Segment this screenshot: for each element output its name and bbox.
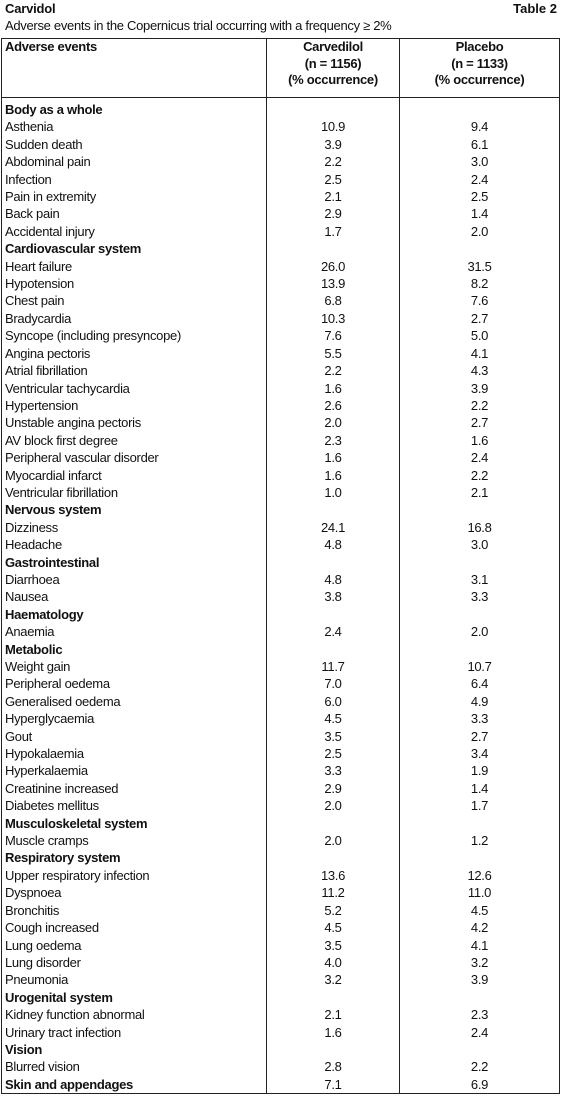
table-row xyxy=(2,693,560,710)
carvedilol-value: 2.0 xyxy=(267,832,400,849)
column-header-carvedilol xyxy=(267,39,400,98)
table-row xyxy=(2,728,560,745)
event-name: Syncope (including presyncope) xyxy=(2,327,267,344)
event-name: Heart failure xyxy=(2,258,267,275)
carvedilol-header-line: Carvedilol xyxy=(303,39,363,54)
event-name: Kidney function abnormal xyxy=(2,1006,267,1023)
event-name: Peripheral oedema xyxy=(2,675,267,692)
placebo-value: 2.2 xyxy=(400,467,560,484)
placebo-value: 4.1 xyxy=(400,937,560,954)
drug-name: Carvidol xyxy=(5,1,56,16)
table-row xyxy=(2,153,560,170)
placebo-value xyxy=(400,641,560,658)
event-name: Gout xyxy=(2,728,267,745)
placebo-value xyxy=(400,815,560,832)
placebo-value: 6.9 xyxy=(400,1076,560,1094)
placebo-value: 2.4 xyxy=(400,1024,560,1041)
section-heading: Skin and appendages xyxy=(2,1076,267,1094)
placebo-value xyxy=(400,606,560,623)
table-row xyxy=(2,432,560,449)
carvedilol-value: 13.9 xyxy=(267,275,400,292)
section-heading: Vision xyxy=(2,1041,267,1058)
placebo-value: 9.4 xyxy=(400,118,560,135)
table-row xyxy=(2,449,560,466)
carvedilol-value: 4.8 xyxy=(267,536,400,553)
placebo-value: 2.0 xyxy=(400,623,560,640)
carvedilol-value: 11.7 xyxy=(267,658,400,675)
table-row xyxy=(2,1006,560,1023)
carvedilol-value: 2.9 xyxy=(267,780,400,797)
carvedilol-value: 5.5 xyxy=(267,345,400,362)
section-row xyxy=(2,240,560,257)
table-row xyxy=(2,797,560,814)
carvedilol-value xyxy=(267,849,400,866)
carvedilol-value: 7.0 xyxy=(267,675,400,692)
event-name: Cough increased xyxy=(2,919,267,936)
placebo-value: 4.2 xyxy=(400,919,560,936)
placebo-value: 2.3 xyxy=(400,1006,560,1023)
carvedilol-value: 3.3 xyxy=(267,762,400,779)
table-row xyxy=(2,258,560,275)
placebo-value: 3.2 xyxy=(400,954,560,971)
section-row xyxy=(2,554,560,571)
placebo-value: 2.7 xyxy=(400,728,560,745)
table-row xyxy=(2,292,560,309)
section-row xyxy=(2,501,560,518)
placebo-value: 1.9 xyxy=(400,762,560,779)
carvedilol-value: 3.5 xyxy=(267,937,400,954)
carvedilol-value xyxy=(267,1041,400,1058)
event-name: Headache xyxy=(2,536,267,553)
event-name: Unstable angina pectoris xyxy=(2,414,267,431)
placebo-value xyxy=(400,240,560,257)
carvedilol-value: 10.9 xyxy=(267,118,400,135)
carvedilol-value: 2.2 xyxy=(267,153,400,170)
table-row xyxy=(2,884,560,901)
carvedilol-value: 4.0 xyxy=(267,954,400,971)
event-name: Sudden death xyxy=(2,136,267,153)
table-header-block xyxy=(5,1,557,35)
table-row xyxy=(2,275,560,292)
table-row xyxy=(2,380,560,397)
table-row xyxy=(2,345,560,362)
table-row xyxy=(2,675,560,692)
placebo-value: 2.4 xyxy=(400,449,560,466)
placebo-value: 3.9 xyxy=(400,380,560,397)
placebo-value: 2.7 xyxy=(400,310,560,327)
placebo-header-line: Placebo xyxy=(455,39,504,54)
placebo-value: 5.0 xyxy=(400,327,560,344)
placebo-value: 12.6 xyxy=(400,867,560,884)
table-row xyxy=(2,867,560,884)
placebo-value: 4.9 xyxy=(400,693,560,710)
column-header-row xyxy=(2,39,560,98)
event-name: Generalised oedema xyxy=(2,693,267,710)
placebo-value xyxy=(400,989,560,1006)
event-name: Nausea xyxy=(2,588,267,605)
carvedilol-header-line: (% occurrence) xyxy=(288,72,378,88)
carvedilol-value: 2.0 xyxy=(267,414,400,431)
carvedilol-value: 6.8 xyxy=(267,292,400,309)
carvedilol-value: 4.5 xyxy=(267,710,400,727)
event-name: Infection xyxy=(2,171,267,188)
carvedilol-value: 1.6 xyxy=(267,1024,400,1041)
table-row xyxy=(2,1024,560,1041)
carvedilol-value xyxy=(267,815,400,832)
section-row xyxy=(2,641,560,658)
event-name: Anaemia xyxy=(2,623,267,640)
carvedilol-value: 2.5 xyxy=(267,745,400,762)
table-row xyxy=(2,519,560,536)
event-name: Blurred vision xyxy=(2,1058,267,1075)
event-name: Bronchitis xyxy=(2,902,267,919)
carvedilol-value: 2.5 xyxy=(267,171,400,188)
table-number: Table 2 xyxy=(513,1,557,16)
carvedilol-value: 2.9 xyxy=(267,205,400,222)
event-name: Pneumonia xyxy=(2,971,267,988)
event-name: Ventricular fibrillation xyxy=(2,484,267,501)
carvedilol-value: 11.2 xyxy=(267,884,400,901)
carvedilol-value: 1.0 xyxy=(267,484,400,501)
event-name: Lung disorder xyxy=(2,954,267,971)
event-name: Creatinine increased xyxy=(2,780,267,797)
placebo-value: 2.1 xyxy=(400,484,560,501)
carvedilol-value: 2.3 xyxy=(267,432,400,449)
placebo-value xyxy=(400,1041,560,1058)
table-body xyxy=(2,98,560,1094)
event-name: Muscle cramps xyxy=(2,832,267,849)
table-row xyxy=(2,205,560,222)
placebo-value: 2.4 xyxy=(400,171,560,188)
placebo-value xyxy=(400,849,560,866)
event-name: Angina pectoris xyxy=(2,345,267,362)
event-name: Hyperglycaemia xyxy=(2,710,267,727)
carvedilol-value: 2.1 xyxy=(267,188,400,205)
table-row xyxy=(2,780,560,797)
placebo-value: 1.7 xyxy=(400,797,560,814)
event-name: Hypotension xyxy=(2,275,267,292)
adverse-events-table xyxy=(1,38,560,1094)
section-heading: Musculoskeletal system xyxy=(2,815,267,832)
carvedilol-value: 3.8 xyxy=(267,588,400,605)
event-name: Accidental injury xyxy=(2,223,267,240)
table-row xyxy=(2,971,560,988)
event-name: AV block first degree xyxy=(2,432,267,449)
event-name: Weight gain xyxy=(2,658,267,675)
section-row xyxy=(2,815,560,832)
table-row xyxy=(2,1058,560,1075)
section-heading: Urogenital system xyxy=(2,989,267,1006)
placebo-header-line: (% occurrence) xyxy=(434,72,525,88)
table-row xyxy=(2,467,560,484)
table-row xyxy=(2,118,560,135)
placebo-value: 3.3 xyxy=(400,588,560,605)
event-name: Abdominal pain xyxy=(2,153,267,170)
event-name: Diabetes mellitus xyxy=(2,797,267,814)
carvedilol-value: 6.0 xyxy=(267,693,400,710)
carvedilol-value: 2.4 xyxy=(267,623,400,640)
placebo-value: 1.4 xyxy=(400,780,560,797)
placebo-value: 6.4 xyxy=(400,675,560,692)
event-name: Ventricular tachycardia xyxy=(2,380,267,397)
carvedilol-value: 2.0 xyxy=(267,797,400,814)
placebo-value: 10.7 xyxy=(400,658,560,675)
table-row xyxy=(2,658,560,675)
carvedilol-value: 7.1 xyxy=(267,1076,400,1094)
table-row xyxy=(2,954,560,971)
column-header-events: Adverse events xyxy=(2,39,267,98)
event-name: Hyperkalaemia xyxy=(2,762,267,779)
carvedilol-value: 2.1 xyxy=(267,1006,400,1023)
placebo-value xyxy=(400,98,560,119)
section-heading: Body as a whole xyxy=(2,98,267,119)
section-heading: Nervous system xyxy=(2,501,267,518)
event-name: Myocardial infarct xyxy=(2,467,267,484)
event-name: Dizziness xyxy=(2,519,267,536)
event-name: Peripheral vascular disorder xyxy=(2,449,267,466)
table-row xyxy=(2,310,560,327)
event-name: Back pain xyxy=(2,205,267,222)
table-row xyxy=(2,571,560,588)
table-row xyxy=(2,832,560,849)
placebo-value xyxy=(400,501,560,518)
table-row xyxy=(2,536,560,553)
table-subtitle: Adverse events in the Copernicus trial occurring with a frequency ≥ 2% xyxy=(5,18,392,33)
placebo-value: 2.7 xyxy=(400,414,560,431)
carvedilol-value xyxy=(267,554,400,571)
carvedilol-value xyxy=(267,989,400,1006)
section-row xyxy=(2,606,560,623)
column-header-placebo xyxy=(400,39,560,98)
table-row xyxy=(2,902,560,919)
section-row xyxy=(2,1041,560,1058)
carvedilol-value xyxy=(267,501,400,518)
placebo-value: 4.5 xyxy=(400,902,560,919)
table-row xyxy=(2,188,560,205)
table-row xyxy=(2,484,560,501)
table-row xyxy=(2,327,560,344)
carvedilol-value xyxy=(267,606,400,623)
carvedilol-value: 26.0 xyxy=(267,258,400,275)
table-row xyxy=(2,623,560,640)
table-row xyxy=(2,414,560,431)
table-row xyxy=(2,397,560,414)
table-row xyxy=(2,171,560,188)
carvedilol-value: 4.5 xyxy=(267,919,400,936)
placebo-value: 7.6 xyxy=(400,292,560,309)
section-row xyxy=(2,98,560,119)
section-heading: Haematology xyxy=(2,606,267,623)
table-row xyxy=(2,710,560,727)
section-row xyxy=(2,989,560,1006)
placebo-value: 3.0 xyxy=(400,536,560,553)
placebo-value: 2.5 xyxy=(400,188,560,205)
event-name: Urinary tract infection xyxy=(2,1024,267,1041)
placebo-value: 1.2 xyxy=(400,832,560,849)
carvedilol-value: 1.6 xyxy=(267,380,400,397)
carvedilol-value xyxy=(267,240,400,257)
event-name: Upper respiratory infection xyxy=(2,867,267,884)
carvedilol-value: 1.6 xyxy=(267,467,400,484)
event-name: Bradycardia xyxy=(2,310,267,327)
placebo-value: 6.1 xyxy=(400,136,560,153)
table-row xyxy=(2,762,560,779)
placebo-value: 2.2 xyxy=(400,397,560,414)
carvedilol-value: 4.8 xyxy=(267,571,400,588)
table-row xyxy=(2,937,560,954)
placebo-value: 16.8 xyxy=(400,519,560,536)
section-heading: Metabolic xyxy=(2,641,267,658)
carvedilol-value: 3.5 xyxy=(267,728,400,745)
event-name: Lung oedema xyxy=(2,937,267,954)
carvedilol-value: 2.2 xyxy=(267,362,400,379)
event-name: Asthenia xyxy=(2,118,267,135)
event-name: Atrial fibrillation xyxy=(2,362,267,379)
event-name: Chest pain xyxy=(2,292,267,309)
carvedilol-value: 24.1 xyxy=(267,519,400,536)
placebo-value: 2.2 xyxy=(400,1058,560,1075)
placebo-value: 3.3 xyxy=(400,710,560,727)
placebo-value: 8.2 xyxy=(400,275,560,292)
event-name: Hypertension xyxy=(2,397,267,414)
placebo-value: 4.1 xyxy=(400,345,560,362)
event-name: Hypokalaemia xyxy=(2,745,267,762)
placebo-value: 3.1 xyxy=(400,571,560,588)
carvedilol-value: 7.6 xyxy=(267,327,400,344)
placebo-value xyxy=(400,554,560,571)
carvedilol-value xyxy=(267,98,400,119)
placebo-value: 1.6 xyxy=(400,432,560,449)
placebo-value: 1.4 xyxy=(400,205,560,222)
placebo-value: 3.4 xyxy=(400,745,560,762)
placebo-value: 4.3 xyxy=(400,362,560,379)
table-row xyxy=(2,136,560,153)
carvedilol-value: 13.6 xyxy=(267,867,400,884)
carvedilol-value: 1.7 xyxy=(267,223,400,240)
carvedilol-value xyxy=(267,641,400,658)
event-name: Dyspnoea xyxy=(2,884,267,901)
carvedilol-value: 3.2 xyxy=(267,971,400,988)
event-name: Pain in extremity xyxy=(2,188,267,205)
placebo-value: 11.0 xyxy=(400,884,560,901)
carvedilol-value: 2.8 xyxy=(267,1058,400,1075)
table-row xyxy=(2,919,560,936)
event-name: Diarrhoea xyxy=(2,571,267,588)
table-row xyxy=(2,362,560,379)
carvedilol-header-line: (n = 1156) xyxy=(304,55,362,71)
carvedilol-value: 2.6 xyxy=(267,397,400,414)
carvedilol-value: 5.2 xyxy=(267,902,400,919)
section-row xyxy=(2,1076,560,1094)
table-row xyxy=(2,745,560,762)
carvedilol-value: 1.6 xyxy=(267,449,400,466)
carvedilol-value: 10.3 xyxy=(267,310,400,327)
carvedilol-value: 3.9 xyxy=(267,136,400,153)
placebo-value: 2.0 xyxy=(400,223,560,240)
placebo-value: 31.5 xyxy=(400,258,560,275)
table-row xyxy=(2,223,560,240)
table-row xyxy=(2,588,560,605)
placebo-value: 3.9 xyxy=(400,971,560,988)
placebo-header-line: (n = 1133) xyxy=(451,55,508,71)
section-heading: Respiratory system xyxy=(2,849,267,866)
section-heading: Cardiovascular system xyxy=(2,240,267,257)
placebo-value: 3.0 xyxy=(400,153,560,170)
section-row xyxy=(2,849,560,866)
section-heading: Gastrointestinal xyxy=(2,554,267,571)
